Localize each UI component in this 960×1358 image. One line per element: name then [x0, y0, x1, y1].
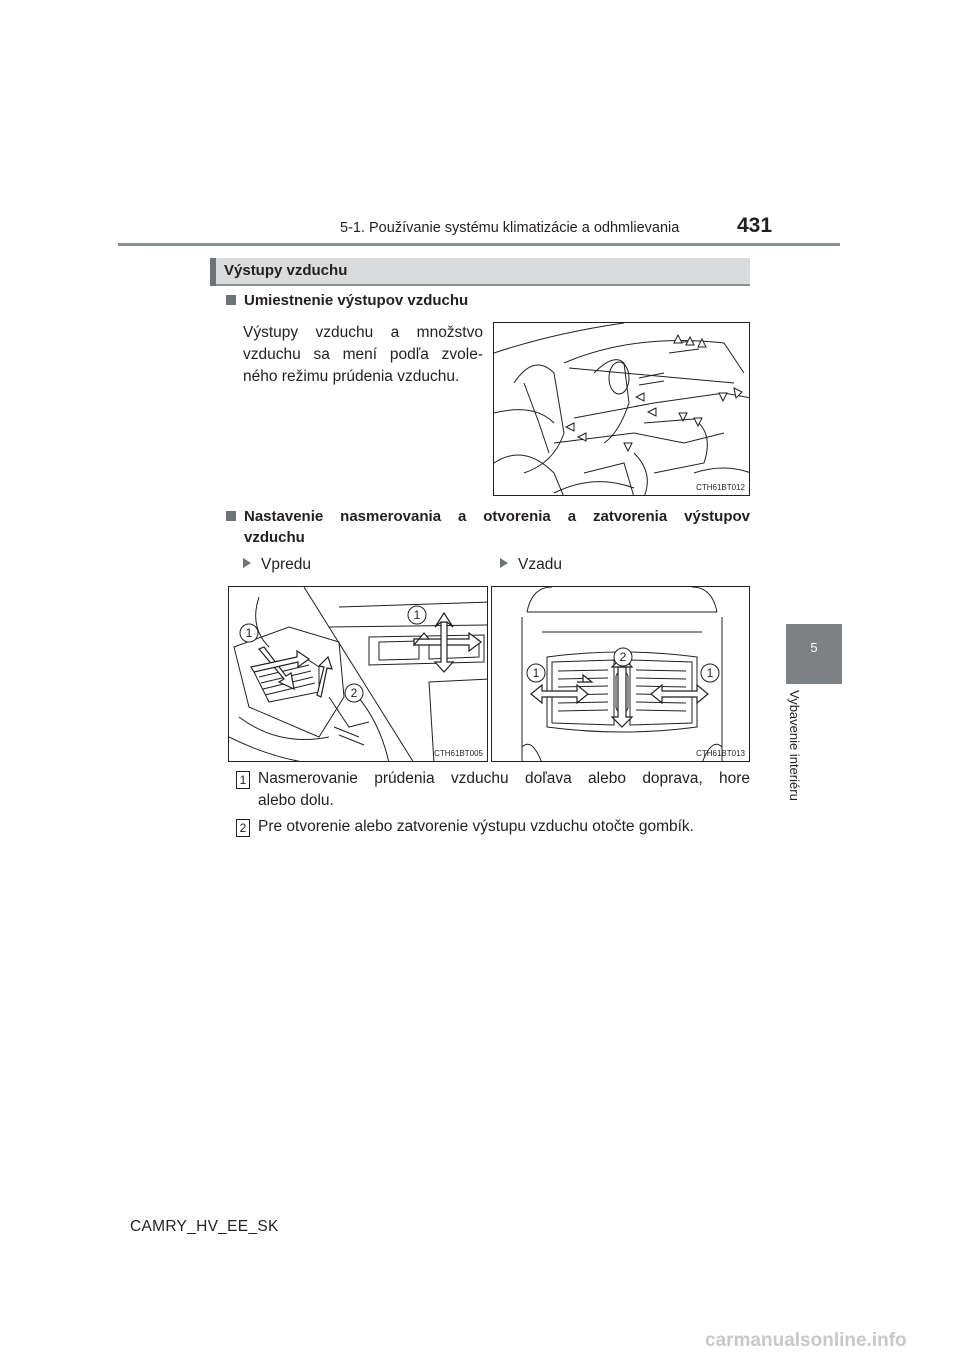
subsection-heading-adjust-text: Nastavenie nasmerovania a otvorenia a zatvorenia výstupov	[244, 508, 750, 525]
callout-1-rear-left: 1	[532, 666, 540, 680]
legend-item-2	[236, 816, 750, 838]
rear-label-text: Vzadu	[518, 556, 562, 573]
footer-model: CAMRY_HV_EE_SK	[130, 1218, 279, 1235]
front-label	[243, 554, 311, 576]
section-title: Výstupy vzduchu	[224, 262, 348, 279]
location-text-line: ného režimu prúdenia vzduchu.	[243, 368, 460, 385]
location-text-line: Výstupy vzduchu a množstvo	[243, 324, 483, 341]
page-number: 431	[737, 214, 773, 237]
figure-front-vents	[228, 586, 488, 762]
figure-rear-vents	[491, 586, 750, 762]
subsection-heading-location	[226, 292, 468, 309]
legend-item-2-row	[236, 816, 750, 838]
callout-1-front-left: 1	[245, 626, 253, 640]
chapter-title: 5-1. Používanie systému klimatizácie a odhmlievania	[340, 220, 680, 236]
interior-illustration	[494, 323, 750, 496]
front-label-text: Vpredu	[261, 556, 311, 573]
location-text	[243, 322, 483, 388]
callout-2-front: 2	[350, 686, 358, 700]
legend-text-line: alebo dolu.	[258, 792, 334, 809]
chapter-side-label	[775, 690, 815, 820]
square-bullet-icon	[226, 511, 236, 521]
rear-label	[500, 554, 562, 576]
legend-item-1	[236, 768, 750, 812]
square-bullet-icon	[226, 295, 236, 305]
subsection-heading-adjust	[226, 508, 750, 546]
chapter-tab-number: 5	[810, 640, 818, 655]
legend-number-box: 2	[236, 819, 250, 837]
subsection-heading-adjust-line2: vzduchu	[244, 529, 305, 546]
triangle-bullet-icon	[243, 558, 251, 568]
legend-number-box: 1	[236, 771, 250, 789]
subsection-heading-adjust-line1	[226, 508, 750, 525]
figure-code: CTH61BT012	[696, 483, 745, 492]
legend-text-line: Pre otvorenie alebo zatvorenie výstupu vzduchu otočte gombík.	[258, 818, 694, 835]
header-rule	[118, 243, 840, 246]
callout-2-rear: 2	[619, 650, 627, 664]
triangle-bullet-icon	[500, 558, 508, 568]
legend-item-1-row	[236, 768, 750, 812]
section-title-accent	[210, 258, 216, 286]
chapter-side-label-text: Vybavenie interiéru	[787, 690, 802, 801]
watermark: carmanualsonline.info	[705, 1330, 907, 1351]
location-text-line: vzduchu sa mení podľa zvole-	[243, 346, 483, 363]
callout-1-rear-right: 1	[706, 666, 714, 680]
figure-code: CTH61BT005	[434, 749, 483, 758]
legend-text	[258, 768, 750, 812]
front-vents-illustration	[229, 587, 488, 762]
callout-1-front-right: 1	[413, 608, 421, 622]
figure-code: CTH61BT013	[696, 749, 745, 758]
rear-vents-illustration	[492, 587, 750, 762]
subsection-heading-location-text: Umiestnenie výstupov vzduchu	[244, 292, 469, 309]
legend-text-line: Nasmerovanie prúdenia vzduchu doľava alebo doprava, hore	[258, 770, 750, 787]
figure-interior-vents	[493, 322, 750, 496]
